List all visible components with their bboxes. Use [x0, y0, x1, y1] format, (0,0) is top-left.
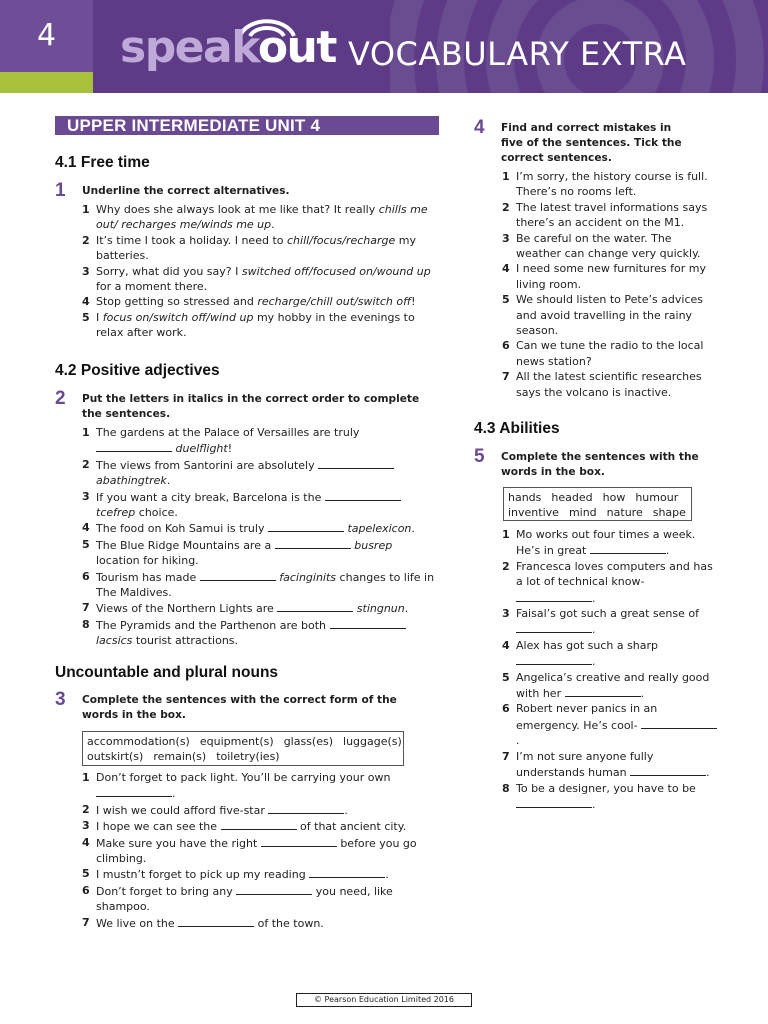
item-number: 4	[82, 835, 90, 849]
box-word: how	[602, 491, 626, 504]
answer-blank[interactable]	[309, 866, 385, 878]
exercise-instruction: Underline the correct alternatives.	[82, 185, 290, 197]
list-item	[502, 261, 718, 292]
item-text-end: .	[172, 787, 176, 801]
list-item	[502, 781, 718, 813]
item-number: 3	[82, 264, 90, 278]
item-text: All the latest scientific researches says the volcano is inactive.	[516, 370, 702, 399]
list-item	[502, 292, 718, 338]
answer-blank[interactable]	[221, 818, 297, 830]
item-text-end: .	[271, 218, 275, 232]
box-word: toiletry(ies)	[216, 750, 280, 763]
item-number: 1	[82, 203, 90, 216]
answer-blank[interactable]	[261, 835, 337, 847]
item-text-end: before you go climbing.	[96, 836, 417, 866]
item-text-end: .	[344, 803, 348, 817]
section-heading-free-time: 4.1 Free time	[55, 154, 150, 171]
item-text-end: tourist attractions.	[135, 634, 239, 648]
item-text-end: .	[404, 602, 409, 616]
exercise-instruction: Complete the sentences with the correct form of the words in the box.	[82, 694, 397, 721]
list-item	[82, 537, 438, 569]
item-text: Don’t forget to pack light. You’ll be carrying your own	[96, 771, 391, 784]
word-box-abilities	[503, 487, 692, 521]
item-number: 5	[502, 293, 510, 307]
list-item	[502, 749, 718, 781]
item-text: I wish we could afford five-star	[96, 803, 265, 817]
item-number: 5	[82, 537, 90, 551]
list-item	[502, 369, 718, 400]
anagram: abathingtrek	[96, 474, 167, 488]
answer-blank[interactable]	[330, 617, 406, 629]
logo-out: out	[257, 22, 336, 73]
item-number: 7	[502, 749, 510, 763]
answer-blank[interactable]	[516, 590, 592, 602]
list-item	[82, 866, 442, 882]
answer-blank[interactable]	[565, 685, 641, 697]
exercise-number: 5	[474, 446, 485, 467]
item-alternatives: recharge/chill out/switch off	[257, 295, 412, 309]
box-word: accommodation(s)	[87, 735, 190, 748]
exercise-instruction: Find and correct mistakes in five of the sentences. Tick the correct sentences.	[501, 122, 682, 164]
list-item	[502, 670, 718, 702]
list-item	[82, 489, 438, 521]
list-item	[502, 527, 718, 559]
item-number: 1	[502, 528, 510, 541]
item-text: Robert never panics in an emergency. He’s cool-	[516, 702, 658, 732]
list-item	[82, 617, 438, 649]
answer-blank[interactable]	[590, 542, 666, 554]
list-item	[82, 835, 442, 867]
list-item	[502, 606, 718, 638]
item-text: I mustn’t forget to pick up my reading	[96, 868, 306, 882]
box-word: nature	[606, 506, 643, 519]
item-number: 6	[82, 569, 90, 583]
copyright-footer: © Pearson Education Limited 2016	[296, 993, 472, 1007]
item-text-end: .	[592, 591, 596, 605]
item-text: Angelica’s creative and really good with her	[516, 670, 710, 701]
item-number: 5	[82, 310, 90, 324]
item-number: 7	[82, 601, 90, 615]
item-number: 1	[82, 771, 90, 784]
list-item	[502, 638, 718, 670]
answer-blank[interactable]	[268, 802, 344, 814]
anagram: tcefrep	[96, 506, 136, 520]
item-number: 8	[82, 617, 90, 631]
item-number: 3	[502, 231, 510, 245]
item-number: 3	[82, 489, 90, 503]
item-text-end: my hobby in the evenings to relax after work.	[96, 310, 415, 340]
item-text: The food on Koh Samui is truly	[96, 522, 265, 536]
item-text-end: my batteries.	[96, 233, 417, 263]
word-box-row	[87, 749, 399, 764]
answer-blank[interactable]	[277, 600, 353, 612]
item-text: We should listen to Pete’s advices and avoid travelling in the rainy season.	[516, 293, 704, 338]
item-text: Mo works out four times a week. He’s in great	[516, 528, 696, 558]
exercise-3-items	[82, 770, 442, 931]
answer-blank[interactable]	[516, 653, 592, 665]
answer-blank[interactable]	[325, 489, 401, 501]
item-text: It’s time I took a holiday. I need to	[96, 233, 287, 247]
answer-blank[interactable]	[96, 440, 172, 452]
list-item	[82, 294, 438, 309]
box-word: inventive	[508, 506, 559, 519]
item-text-end: of that ancient city.	[300, 820, 407, 834]
box-word: humour	[635, 491, 679, 504]
item-alternatives: focus on/switch off/wind up	[102, 310, 254, 324]
box-word: headed	[551, 491, 593, 504]
item-text-end: location for hiking.	[96, 554, 199, 568]
anagram: busrep	[354, 538, 393, 552]
list-item	[502, 701, 718, 748]
list-item	[82, 802, 442, 818]
item-text: The Blue Ridge Mountains are a	[96, 538, 272, 552]
item-text-end: !	[227, 442, 233, 456]
item-number: 4	[82, 521, 90, 535]
item-number: 3	[502, 607, 510, 621]
section-heading-abilities: 4.3 Abilities	[474, 420, 560, 437]
answer-blank[interactable]	[318, 457, 394, 469]
anagram: stingnun	[356, 602, 405, 616]
unit-tab-stripe	[0, 72, 93, 93]
item-text: The gardens at the Palace of Versailles are truly	[96, 426, 360, 439]
box-word: glass(es)	[283, 735, 334, 748]
item-text-end: changes to life in The Maldives.	[96, 570, 435, 600]
anagram: duelflight	[175, 442, 228, 456]
list-item	[82, 600, 438, 616]
page-header	[0, 0, 768, 93]
exercise-4-items	[502, 169, 718, 400]
box-word: equipment(s)	[199, 735, 274, 748]
section-heading-nouns: Uncountable and plural nouns	[55, 664, 279, 681]
item-text: I need some new furnitures for my living room.	[516, 262, 707, 291]
list-item	[82, 770, 442, 802]
item-number: 2	[82, 233, 90, 247]
item-text-end: of the town.	[257, 916, 324, 930]
item-number: 6	[502, 339, 510, 353]
item-text-end: .	[592, 655, 596, 669]
item-text: Francesca loves computers and has a lot of technical know-	[516, 559, 713, 589]
item-text: I	[96, 310, 103, 324]
item-number: 6	[502, 702, 510, 716]
item-text: Tourism has made	[96, 570, 197, 584]
list-item	[82, 915, 442, 931]
exercise-number: 4	[474, 117, 485, 138]
exercise-instruction: Put the letters in italics in the correct order to complete the sentences.	[82, 393, 420, 420]
item-text: The latest travel informations says there’s an accident on the M1.	[516, 200, 708, 230]
item-text: I’m sorry, the history course is full. There’s no rooms left.	[516, 170, 708, 199]
item-number: 4	[502, 262, 510, 276]
page-title: VOCABULARY EXTRA	[348, 35, 687, 73]
item-number: 1	[502, 170, 510, 183]
answer-blank[interactable]	[96, 785, 172, 797]
box-word: luggage(s)	[343, 735, 402, 748]
item-text-end: choice.	[138, 506, 178, 520]
item-text: Views of the Northern Lights are	[96, 602, 274, 616]
item-number: 1	[82, 426, 90, 439]
answer-blank[interactable]	[236, 883, 312, 895]
item-number: 2	[82, 457, 90, 471]
exercise-1-items	[82, 202, 438, 341]
item-text-end: !	[411, 295, 416, 309]
box-word: remain(s)	[153, 750, 207, 763]
item-text: Faisal’s got such a great sense of	[516, 607, 699, 621]
list-item	[82, 818, 442, 834]
exercise-instruction: Complete the sentences with the words in the box.	[501, 451, 699, 478]
item-number: 6	[82, 883, 90, 897]
answer-blank[interactable]	[178, 915, 254, 927]
item-text-end: .	[411, 522, 415, 536]
list-item	[82, 264, 438, 295]
list-item	[82, 520, 438, 536]
list-item	[502, 338, 718, 369]
item-text: Can we tune the radio to the local news station?	[516, 339, 704, 368]
item-number: 3	[82, 819, 90, 833]
item-text: Make sure you have the right	[96, 836, 258, 850]
box-word: outskirt(s)	[87, 750, 144, 763]
item-text: To be a designer, you have to be	[516, 781, 696, 795]
exercise-number: 3	[55, 689, 66, 710]
word-box-nouns	[82, 731, 404, 766]
answer-blank[interactable]	[268, 520, 344, 532]
item-text: I hope we can see the	[96, 820, 218, 834]
item-number: 2	[502, 559, 510, 573]
exercise-2-items	[82, 425, 438, 649]
anagram: tapelexicon	[347, 522, 412, 536]
exercise-number: 2	[55, 388, 66, 409]
item-number: 7	[82, 915, 90, 929]
exercise-number: 1	[55, 180, 66, 201]
box-word: mind	[568, 506, 597, 519]
item-text: Sorry, what did you say? I	[96, 264, 242, 278]
list-item	[502, 169, 718, 200]
item-number: 8	[502, 781, 510, 795]
anagram: lacsics	[96, 634, 133, 648]
item-text: The views from Santorini are absolutely	[96, 458, 315, 472]
item-text-end: for a moment there.	[96, 280, 208, 294]
answer-blank[interactable]	[200, 569, 276, 581]
exercise-5-items	[502, 527, 718, 812]
list-item	[82, 425, 438, 457]
item-text-end: .	[592, 623, 596, 637]
word-box-row	[87, 734, 402, 749]
item-alternatives: switched off/focused on/wound up	[241, 264, 431, 278]
item-text: Alex has got such a sharp	[516, 638, 659, 652]
item-alternatives: chill/focus/recharge	[287, 233, 396, 247]
item-text-end: .	[516, 734, 520, 748]
section-heading-positive-adjectives: 4.2 Positive adjectives	[55, 362, 220, 379]
item-number: 4	[82, 295, 90, 309]
item-text: Stop getting so stressed and	[96, 295, 258, 309]
logo-speak: speak	[120, 22, 258, 73]
item-text: Don’t forget to bring any	[96, 884, 233, 898]
list-item	[502, 200, 718, 231]
item-number: 5	[502, 670, 510, 684]
list-item	[82, 310, 438, 341]
item-text-end: you need, like shampoo.	[96, 884, 393, 914]
box-word: hands	[508, 491, 542, 504]
item-text-end: .	[706, 766, 710, 780]
item-number: 4	[502, 638, 510, 652]
item-text: We live on the	[96, 916, 175, 930]
item-text: I’m not sure anyone fully understands human	[516, 749, 654, 780]
item-number: 7	[502, 370, 510, 384]
item-number: 2	[502, 200, 510, 214]
list-item	[82, 233, 438, 264]
item-text: Be careful on the water. The weather can change very quickly.	[516, 231, 701, 261]
anagram: facinginits	[279, 570, 337, 584]
speakout-logo	[120, 22, 336, 73]
answer-blank[interactable]	[516, 621, 592, 633]
item-text-end: .	[385, 868, 389, 882]
list-item	[502, 231, 718, 262]
answer-blank[interactable]	[630, 764, 706, 776]
list-item	[82, 202, 438, 233]
list-item	[82, 569, 438, 601]
item-text-end: .	[592, 797, 596, 811]
item-text: Why does she always look at me like that? It really	[96, 203, 379, 216]
item-text-end: .	[166, 474, 171, 488]
answer-blank[interactable]	[516, 796, 592, 808]
list-item	[82, 457, 438, 489]
item-number: 2	[82, 802, 90, 816]
list-item	[82, 883, 442, 915]
list-item	[502, 559, 718, 606]
word-box-row	[508, 505, 687, 520]
word-box-row	[508, 490, 687, 505]
item-alternatives: chills me out/ recharges me/winds me up	[96, 203, 428, 232]
unit-number: 4	[36, 18, 57, 53]
item-text-end: .	[665, 544, 670, 558]
item-text-end: .	[640, 687, 645, 701]
item-number: 5	[82, 867, 90, 881]
item-text: The Pyramids and the Parthenon are both	[96, 618, 326, 632]
answer-blank[interactable]	[275, 537, 351, 549]
answer-blank[interactable]	[641, 717, 717, 729]
item-text: If you want a city break, Barcelona is the	[96, 490, 322, 504]
unit-banner: UPPER INTERMEDIATE UNIT 4	[55, 116, 439, 135]
box-word: shape	[652, 506, 686, 519]
